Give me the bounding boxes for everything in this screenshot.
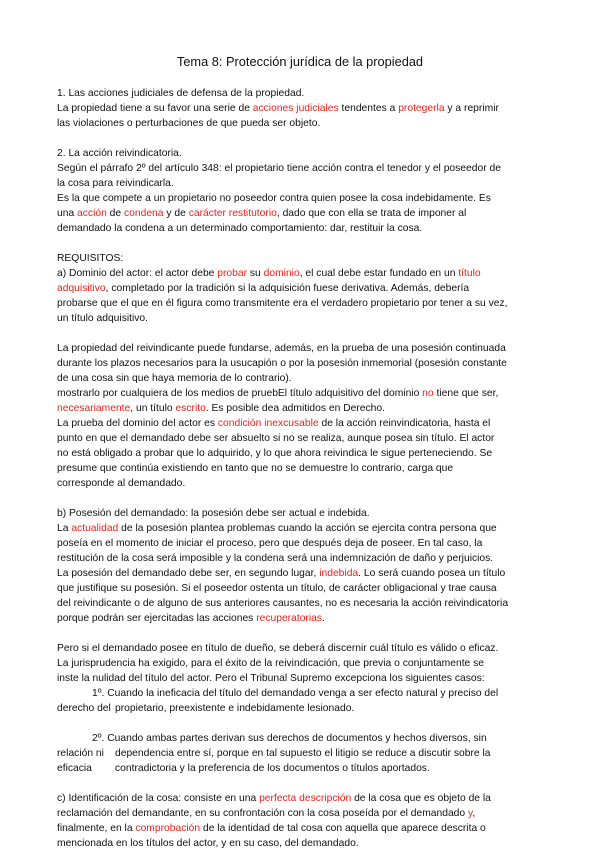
text-run: relación ni [57,748,104,759]
highlight-perfecta-descripcion: perfecta descripción [259,793,352,804]
text-line: la cosa para reivindicarla. [57,178,174,189]
text-line [57,566,557,581]
text-line: un título adquisitivo. [57,313,149,324]
highlight-comprobacion: comprobación [135,823,201,834]
text-run: , dado que con ella se trata de imponer al [276,208,467,219]
text-line: probarse que el que en él figura como transmitente era el verdadero propietario por tener a su vez, [57,298,508,309]
text-line [57,611,557,626]
text-run: La prueba del dominio del actor es [57,418,218,429]
text-line: de una cosa sin que haya memoria de lo contrario). [57,373,292,384]
text-line [57,701,557,716]
section-2-heading: 2. La acción reivindicatoria. [57,148,182,159]
text-line [57,806,557,821]
highlight-adquisitivo: adquisitivo [57,283,106,294]
document-body [57,86,557,851]
text-run: tiene que ser, [433,388,499,399]
highlight-no: no [422,388,434,399]
text-run: tendentes a [338,103,399,114]
highlight-protegerla: protegerla [398,103,445,114]
text-line: poseía en el momento de iniciar el proceso, pero que después deja de poseer. En tal caso, la [57,538,483,549]
highlight-probar: probar [217,268,248,279]
text-run: derecho del [57,703,111,714]
text-run: de la identidad de tal cosa con aquella que aparece descrita o [200,823,486,834]
text-run: contradictoria y la preferencia de los documentos o títulos aportados. [115,763,430,774]
text-line: punto en que el demandado debe ser absuelto si no se realiza, aunque posea sin título. El actor [57,433,495,444]
text-line [57,746,557,761]
text-line: del reivindicante o de alguno de sus anteriores causantes, no es necesaria la acción reivindicatoria [57,598,509,609]
text-line [57,266,557,281]
highlight-condicion-inexcusable: condición inexcusable [217,418,319,429]
highlight-titulo: título [458,268,481,279]
highlight-dominio: dominio [263,268,300,279]
text-run: mostrarlo por cualquiera de los medios de pruebEl título adquisitivo del dominio [57,388,423,399]
highlight-y: y [468,808,473,819]
case-1-line: 1º. Cuando la ineficacia del título del demandado venga a ser efecto natural y preciso del [92,688,499,699]
text-line: las violaciones o perturbaciones de que pueda ser objeto. [57,118,321,129]
text-run: de [106,208,124,219]
text-line [57,386,557,401]
text-line [57,206,557,221]
text-line [57,821,557,836]
text-run: dependencia entre sí, porque en tal supuesto el litigio se reduce a discutir sobre la [115,748,491,759]
text-run: finalmente, en la [57,823,136,834]
text-line [57,761,557,776]
text-run: una [57,208,78,219]
text-run: c) Identificación de la cosa: consiste en una [57,793,260,804]
text-line: La propiedad del reivindicante puede fundarse, además, en la prueba de una posesión continuada [57,343,506,354]
text-line: que justifique su posesión. Si el poseedor ostenta un título, de carácter obligacional y trae causa [57,583,497,594]
text-line: Según el párrafo 2º del artículo 348: el propietario tiene acción contra el tenedor y el poseedor de [57,163,501,174]
text-run: La posesión del demandado debe ser, en segundo lugar, [57,568,320,579]
text-line: restitución de la cosa será imposible y la condena será una indemnización de daño y perjuicios. [57,553,494,564]
text-run: , [472,808,476,819]
text-run: y a reprimir [444,103,499,114]
text-line: presume que continúa existiendo en tanto que no se demuestre lo contrario, carga que [57,463,454,474]
case-2-line: 2º. Cuando ambas partes derivan sus derechos de documentos y hechos diversos, sin [92,733,487,744]
text-run: propietario, preexistente e indebidamente lesionado. [115,703,355,714]
text-run: La [57,523,72,534]
highlight-escrito: escrito [175,403,206,414]
highlight-indebida: indebida [319,568,359,579]
text-run: porque podrán ser ejercitadas las acciones [57,613,257,624]
text-line [57,791,557,806]
highlight-condena: condena [124,208,164,219]
text-line [57,521,557,536]
text-run: eficacia [57,763,92,774]
text-run: su [247,268,264,279]
requisitos-heading: REQUISITOS: [57,253,124,264]
text-run: reclamación del demandante, en su confrontación con la cosa poseída por el demandado [57,808,469,819]
text-line [57,416,557,431]
text-run: de la cosa que es objeto de la [351,793,491,804]
text-line: inste la nulidad del título del actor. Pero el Tribunal Supremo excepciona los siguientes casos: [57,673,485,684]
text-line: demandado la condena a un determinado comportamiento: dar, restituir la cosa. [57,223,423,234]
highlight-caracter-restitutorio: carácter restitutorio [188,208,277,219]
text-line [57,281,557,296]
text-run: . Es posible dea admitidos en Derecho. [205,403,385,414]
text-line: durante los plazos necesarios para la usucapión o por la posesión inmemorial (posesión constante [57,358,507,369]
text-line [57,101,557,116]
text-line [57,401,557,416]
highlight-accion: acción [77,208,107,219]
document-title: Tema 8: Protección jurídica de la propiedad [176,54,424,69]
text-line: corresponde al demandado. [57,478,186,489]
text-run: . [322,613,325,624]
text-line: La jurisprudencia ha exigido, para el éxito de la reivindicación, que previa o conjuntamente se [57,658,485,669]
text-line: Pero si el demandado posee en título de dueño, se deberá discernir cuál título es válido o eficaz. [57,643,499,654]
text-run: de la posesión plantea problemas cuando la acción se ejercita contra persona que [118,523,497,534]
text-line: no está obligado a probar que lo adquirido, y lo que ahora reivindica le sigue perteneciendo. Se [57,448,493,459]
highlight-acciones-judiciales: acciones judiciales [252,103,339,114]
text-run: , completado por la tradición si la adquisición fuese derivativa. Además, debería [105,283,470,294]
highlight-recuperatorias: recuperatorias [256,613,323,624]
text-line: b) Posesión del demandado: la posesión debe ser actual e indebida. [57,508,370,519]
text-line: mencionada en los títulos del actor, y en su caso, del demandado. [57,838,359,849]
text-run: y de [163,208,189,219]
text-run: a) Dominio del actor: el actor debe [57,268,218,279]
text-run: de la acción reinvindicatoria, hasta el [318,418,491,429]
highlight-necesariamente: necesariamente [57,403,131,414]
text-line: Es la que compete a un propietario no poseedor contra quien posee la cosa indebidamente. Es [57,193,491,204]
text-run: , el cual debe estar fundado en un [299,268,459,279]
section-1-heading: 1. Las acciones judiciales de defensa de la propiedad. [57,88,305,99]
text-run: . Lo será cuando posea un título [358,568,506,579]
text-run: La propiedad tiene a su favor una serie de [57,103,253,114]
text-run: , un título [130,403,176,414]
highlight-actualidad: actualidad [71,523,119,534]
